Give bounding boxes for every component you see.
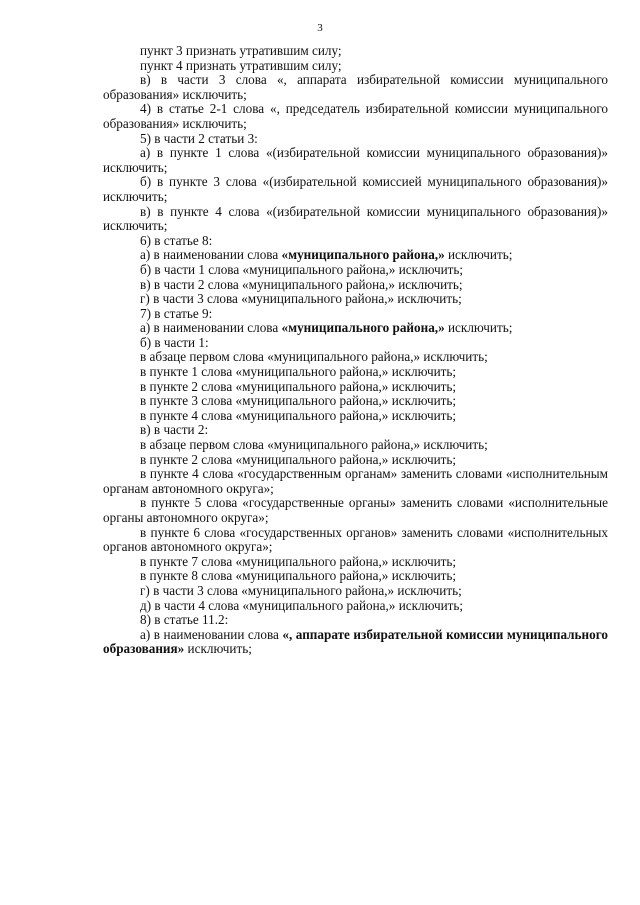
paragraph	[103, 263, 608, 278]
page-number: 3	[317, 22, 323, 34]
text-run: а) в наименовании слова	[140, 247, 282, 263]
paragraph	[103, 102, 608, 131]
text-run: а) в наименовании слова	[140, 626, 283, 642]
text-run: в) в пункте 4 слова «(избирательной комиссии муниципального образования)» исключить;	[103, 203, 608, 234]
paragraph	[103, 336, 608, 351]
text-run: в пункте 4 слова «муниципального района,» исключить;	[140, 407, 457, 423]
paragraph	[103, 496, 608, 525]
paragraph	[103, 73, 608, 102]
paragraph	[103, 59, 608, 74]
text-run: исключить;	[184, 641, 252, 657]
paragraph	[103, 394, 608, 409]
text-run: в пункте 5 слова «государственные органы» заменить словами «исполнительные органы автономного округа»;	[103, 495, 608, 525]
text-run: в) в части 3 слова «, аппарата избирательной комиссии муниципального образования» исключить;	[103, 72, 608, 102]
paragraph	[103, 453, 608, 468]
paragraph	[103, 234, 608, 249]
paragraph	[103, 365, 608, 380]
paragraph	[103, 278, 608, 293]
text-run: г) в части 3 слова «муниципального района,» исключить;	[140, 582, 462, 598]
text-run: в абзаце первом слова «муниципального района,» исключить;	[140, 349, 488, 365]
text-run: в пункте 6 слова «государственных органов» заменить словами «исполнительных органов автономного округа»;	[103, 524, 608, 555]
text-run: в пункте 7 слова «муниципального района,» исключить;	[140, 553, 457, 569]
text-run: а) в наименовании слова	[140, 320, 282, 336]
paragraph	[103, 44, 608, 59]
text-run: пункт 4 признать утратившим силу;	[140, 57, 342, 73]
paragraph	[103, 350, 608, 365]
text-run: б) в части 1 слова «муниципального района,» исключить;	[140, 261, 464, 277]
paragraph	[103, 409, 608, 424]
text-run: 4) в статье 2-1 слова «, председатель избирательной комиссии муниципального образования» исключить;	[103, 101, 608, 131]
text-run: 6) в статье 8:	[140, 232, 213, 248]
text-run: б) в части 1:	[140, 334, 209, 350]
text-run: в пункте 3 слова «муниципального района,» исключить;	[140, 393, 457, 409]
paragraph	[103, 205, 608, 234]
text-run: в) в части 2:	[140, 422, 209, 438]
bold-text: «муниципального района,»	[281, 247, 445, 263]
paragraph	[103, 175, 608, 204]
paragraph	[103, 292, 608, 307]
text-run: исключить;	[444, 320, 513, 336]
document-body	[103, 44, 608, 657]
text-run: в пункте 8 слова «муниципального района,» исключить;	[140, 568, 457, 584]
text-run: исключить;	[444, 247, 513, 263]
paragraph	[103, 526, 608, 555]
text-run: 7) в статье 9:	[140, 305, 213, 321]
text-run: б) в пункте 3 слова «(избирательной комиссией муниципального образования)» исключить;	[103, 174, 608, 204]
paragraph	[103, 628, 608, 657]
paragraph	[103, 423, 608, 438]
paragraph	[103, 467, 608, 496]
text-run: а) в пункте 1 слова «(избирательной комиссии муниципального образования)» исключить;	[103, 145, 608, 175]
text-run: в пункте 2 слова «муниципального района,» исключить;	[140, 378, 457, 394]
paragraph	[103, 307, 608, 322]
bold-text: «, аппарате избирательной комиссии муниципального образования»	[103, 626, 608, 657]
paragraph	[103, 584, 608, 599]
text-run: в абзаце первом слова «муниципального района,» исключить;	[140, 437, 488, 453]
text-run: 8) в статье 11.2:	[140, 612, 229, 628]
paragraph	[103, 380, 608, 395]
paragraph	[103, 569, 608, 584]
text-run: г) в части 3 слова «муниципального района,» исключить;	[140, 291, 462, 307]
text-run: в пункте 2 слова «муниципального района,» исключить;	[140, 451, 457, 467]
bold-text: «муниципального района,»	[281, 320, 445, 336]
text-run: пункт 3 признать утратившим силу;	[140, 43, 342, 58]
text-run: д) в части 4 слова «муниципального района,» исключить;	[140, 597, 464, 613]
paragraph	[103, 555, 608, 570]
text-run: в пункте 4 слова «государственным органам» заменить словами «исполнительным органам автономного округа»;	[103, 466, 608, 496]
paragraph	[103, 321, 608, 336]
text-run: в пункте 1 слова «муниципального района,» исключить;	[140, 364, 457, 380]
paragraph	[103, 438, 608, 453]
paragraph	[103, 248, 608, 263]
text-run: в) в части 2 слова «муниципального района,» исключить;	[140, 276, 463, 292]
paragraph	[103, 146, 608, 175]
paragraph	[103, 613, 608, 628]
text-run: 5) в части 2 статьи 3:	[140, 130, 258, 146]
paragraph	[103, 599, 608, 614]
paragraph	[103, 132, 608, 147]
